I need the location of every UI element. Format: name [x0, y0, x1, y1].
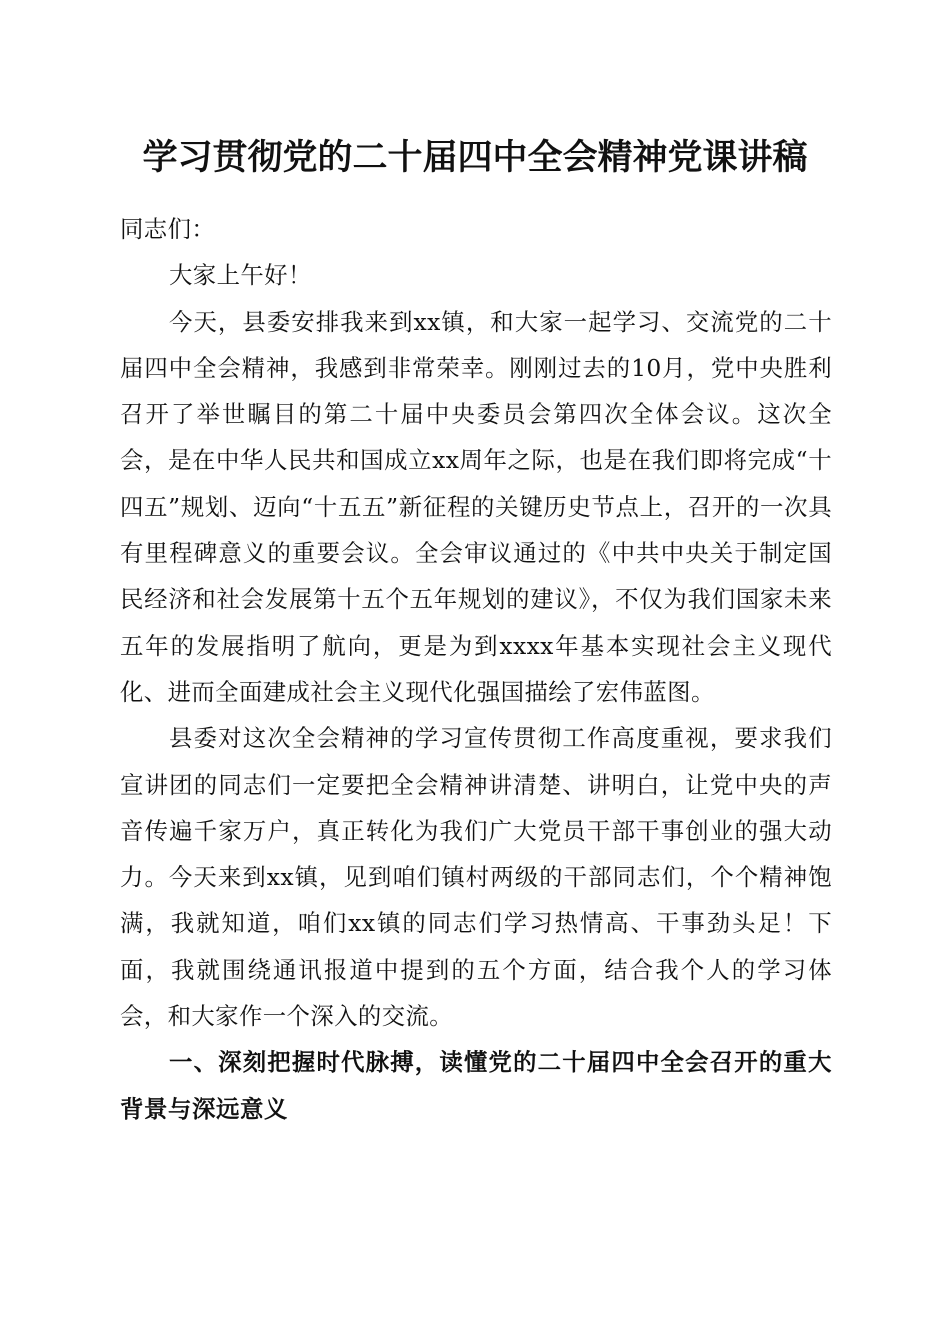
- body-paragraph-1: 今天，县委安排我来到xx镇，和大家一起学习、交流党的二十届四中全会精神，我感到非常荣幸。刚刚过去的10月，党中央胜利召开了举世瞩目的第二十届中央委员会第四次全体会议。这次全会，是在中华人民共和国成立xx周年之际，也是在我们即将完成“十四五”规划、迈向“十五五”新征程的关键历史节点上，召开的一次具有里程碑意义的重要会议。全会审议通过的《中共中央关于制定国民经济和社会发展第十五个五年规划的建议》，不仅为我们国家未来五年的发展指明了航向，更是为到xxxx年基本实现社会主义现代化、进而全面建成社会主义现代化强国描绘了宏伟蓝图。: [120, 307, 832, 706]
- document-body: [120, 206, 832, 1132]
- document-title: 学习贯彻党的二十届四中全会精神党课讲稿: [142, 138, 808, 178]
- greeting: 大家上午好！: [169, 261, 312, 290]
- salutation: 同志们：: [120, 215, 216, 243]
- section-heading: 一、深刻把握时代脉搏，读懂党的二十届四中全会召开的重大背景与深远意义: [120, 1048, 832, 1123]
- body-paragraph-2: 县委对这次全会精神的学习宣传贯彻工作高度重视，要求我们宣讲团的同志们一定要把全会精神讲清楚、讲明白，让党中央的声音传遍千家万户，真正转化为我们广大党员干部干事创业的强大动力。今天来到xx镇，见到咱们镇村两级的干部同志们，个个精神饱满，我就知道，咱们xx镇的同志们学习热情高、干事劲头足！下面，我就围绕通讯报道中提到的五个方面，结合我个人的学习体会，和大家作一个深入的交流。: [120, 724, 832, 1031]
